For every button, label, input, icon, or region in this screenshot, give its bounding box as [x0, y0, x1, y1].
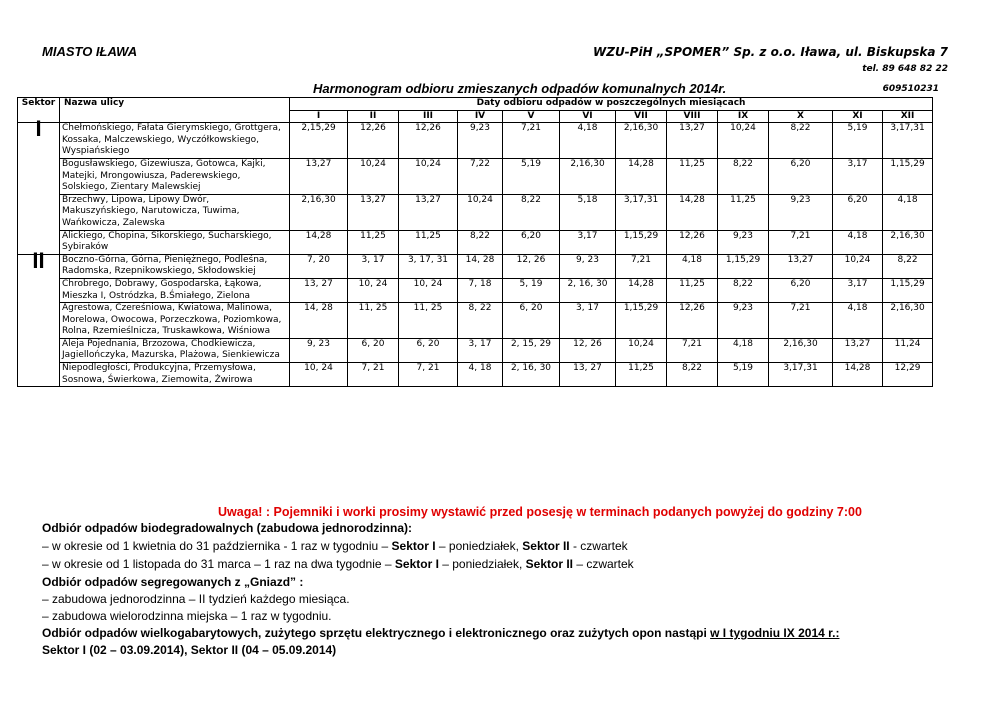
pickup-dates: 14,28 — [667, 194, 718, 230]
pickup-dates: 5,18 — [560, 194, 616, 230]
table-row — [18, 254, 933, 278]
pickup-dates: 7, 18 — [458, 278, 503, 302]
pickup-dates: 1,15,29 — [616, 303, 667, 339]
month-header: VIII — [667, 110, 718, 123]
pickup-dates: 9,23 — [769, 194, 833, 230]
pickup-dates: 14, 28 — [290, 303, 348, 339]
pickup-dates: 12, 26 — [560, 338, 616, 362]
bio-line-2-sector-1: Sektor I — [394, 557, 439, 571]
pickup-dates: 7,21 — [769, 303, 833, 339]
pickup-dates: 8,22 — [883, 254, 933, 278]
bio-line-1-sector-2: Sektor II — [522, 539, 570, 553]
bio-title: Odbiór odpadów biodegradowalnych (zabudowa jednorodzinna): — [42, 521, 412, 535]
pickup-dates: 10,24 — [718, 123, 769, 159]
pickup-dates: 11, 25 — [348, 303, 399, 339]
pickup-dates: 1,15,29 — [883, 278, 933, 302]
pickup-dates: 13, 27 — [560, 363, 616, 387]
pickup-dates: 4,18 — [883, 194, 933, 230]
street-names: Brzechwy, Lipowa, Lipowy Dwór, Makuszyńskiego, Narutowicza, Tuwima, Wańkowicza, Zalewska — [60, 194, 290, 230]
table-row — [18, 123, 933, 159]
pickup-dates: 6,20 — [769, 158, 833, 194]
pickup-dates: 4,18 — [718, 338, 769, 362]
pickup-dates: 10,24 — [458, 194, 503, 230]
pickup-dates: 2, 15, 29 — [503, 338, 560, 362]
pickup-dates: 14,28 — [616, 278, 667, 302]
pickup-dates: 3,17,31 — [769, 363, 833, 387]
pickup-dates: 10, 24 — [290, 363, 348, 387]
table-row — [18, 158, 933, 194]
pickup-dates: 3, 17 — [348, 254, 399, 278]
pickup-dates: 2, 16, 30 — [503, 363, 560, 387]
pickup-dates: 5,19 — [718, 363, 769, 387]
pickup-dates: 14,28 — [290, 230, 348, 254]
pickup-dates: 8,22 — [718, 278, 769, 302]
segregated-title: Odbiór odpadów segregowanych z „Gniazd” : — [42, 575, 304, 589]
pickup-dates: 5,19 — [833, 123, 883, 159]
pickup-dates: 14,28 — [833, 363, 883, 387]
pickup-dates: 6, 20 — [348, 338, 399, 362]
pickup-dates: 12,26 — [667, 230, 718, 254]
pickup-dates: 3,17 — [833, 278, 883, 302]
pickup-dates: 12, 26 — [503, 254, 560, 278]
pickup-dates: 11,25 — [718, 194, 769, 230]
pickup-dates: 10,24 — [348, 158, 399, 194]
pickup-dates: 3, 17 — [458, 338, 503, 362]
pickup-dates: 6,20 — [833, 194, 883, 230]
segregated-line-1: – zabudowa jednorodzinna – II tydzień każdego miesiąca. — [42, 592, 350, 606]
pickup-dates: 8,22 — [458, 230, 503, 254]
pickup-dates: 2,16,30 — [616, 123, 667, 159]
pickup-dates: 2,15,29 — [290, 123, 348, 159]
pickup-dates: 10,24 — [833, 254, 883, 278]
pickup-dates: 7, 21 — [399, 363, 458, 387]
schedule-table — [17, 97, 933, 387]
pickup-dates: 13,27 — [348, 194, 399, 230]
month-header: II — [348, 110, 399, 123]
pickup-dates: 2,16,30 — [560, 158, 616, 194]
bulky-waste-date: w I tygodniu IX 2014 r.: — [710, 626, 840, 640]
bio-line-2 — [42, 557, 634, 571]
pickup-dates: 3,17,31 — [883, 123, 933, 159]
pickup-dates: 7, 21 — [348, 363, 399, 387]
bio-line-1-text-2: – poniedziałek, — [435, 539, 523, 553]
street-names: Agrestowa, Czereśniowa, Kwiatowa, Malinowa, Morelowa, Owocowa, Porzeczkowa, Poziomkowa, Rolna, Rzemieślnicza, Truskawkowa, Wiśniowa — [60, 303, 290, 339]
street-names: Boczno-Górna, Górna, Pieniężnego, Podleśna, Radomska, Rzepnikowskiego, Skłodowskiej — [60, 254, 290, 278]
pickup-dates: 12,26 — [399, 123, 458, 159]
sector-label: I — [18, 123, 60, 255]
pickup-dates: 5,19 — [503, 158, 560, 194]
month-header: VI — [560, 110, 616, 123]
month-header: X — [769, 110, 833, 123]
pickup-dates: 2,16,30 — [769, 338, 833, 362]
pickup-dates: 6,20 — [503, 230, 560, 254]
pickup-dates: 3,17,31 — [616, 194, 667, 230]
city-header: MIASTO IŁAWA — [42, 44, 138, 59]
warning-note: Uwaga! : Pojemniki i worki prosimy wystawić przed posesję w terminach podanych powyżej do godziny 7:00 — [218, 505, 862, 519]
street-names: Niepodległości, Produkcyjna, Przemysłowa, Sosnowa, Świerkowa, Ziemowita, Żwirowa — [60, 363, 290, 387]
pickup-dates: 10, 24 — [348, 278, 399, 302]
bulky-waste-sectors: Sektor I (02 – 03.09.2014), Sektor II (04 – 05.09.2014) — [42, 643, 337, 657]
pickup-dates: 6, 20 — [503, 303, 560, 339]
bio-line-2-text-3: – czwartek — [573, 557, 634, 571]
table-row — [18, 363, 933, 387]
pickup-dates: 14, 28 — [458, 254, 503, 278]
pickup-dates: 11,25 — [667, 278, 718, 302]
month-header: VII — [616, 110, 667, 123]
table-row — [18, 194, 933, 230]
pickup-dates: 13,27 — [769, 254, 833, 278]
month-header: XII — [883, 110, 933, 123]
pickup-dates: 2,16,30 — [883, 303, 933, 339]
street-names: Bogusławskiego, Gizewiusza, Gotowca, Kajki, Matejki, Mrongowiusza, Paderewskiego, Solskiego, Zientary Malewskiej — [60, 158, 290, 194]
bulky-waste-line — [42, 626, 839, 640]
pickup-dates: 8,22 — [769, 123, 833, 159]
pickup-dates: 9, 23 — [290, 338, 348, 362]
pickup-dates: 3,17 — [833, 158, 883, 194]
pickup-dates: 13,27 — [667, 123, 718, 159]
month-header: III — [399, 110, 458, 123]
pickup-dates: 11,24 — [883, 338, 933, 362]
pickup-dates: 11, 25 — [399, 303, 458, 339]
street-names: Chełmońskiego, Fałata Gierymskiego, Grottgera, Kossaka, Malczewskiego, Wyczółkowskiego, Wyspiańskiego — [60, 123, 290, 159]
month-header: IV — [458, 110, 503, 123]
pickup-dates: 13,27 — [290, 158, 348, 194]
pickup-dates: 12,29 — [883, 363, 933, 387]
pickup-dates: 7,21 — [616, 254, 667, 278]
month-header: I — [290, 110, 348, 123]
table-row — [18, 230, 933, 254]
pickup-dates: 5, 19 — [503, 278, 560, 302]
pickup-dates: 8,22 — [667, 363, 718, 387]
dates-column-header: Daty odbioru odpadów w poszczególnych miesiącach — [290, 98, 933, 111]
pickup-dates: 9,23 — [718, 230, 769, 254]
document-number: 609510231 — [882, 84, 939, 94]
street-column-header: Nazwa ulicy — [60, 98, 290, 123]
pickup-dates: 8,22 — [718, 158, 769, 194]
pickup-dates: 8,22 — [503, 194, 560, 230]
table-row — [18, 303, 933, 339]
pickup-dates: 3, 17, 31 — [399, 254, 458, 278]
pickup-dates: 2, 16, 30 — [560, 278, 616, 302]
bulky-waste-text: Odbiór odpadów wielkogabarytowych, zużytego sprzętu elektrycznego i elektronicznego oraz zużytych opon nastąpi — [42, 626, 711, 640]
table-row — [18, 278, 933, 302]
pickup-dates: 9,23 — [458, 123, 503, 159]
pickup-dates: 12,26 — [348, 123, 399, 159]
pickup-dates: 4, 18 — [458, 363, 503, 387]
pickup-dates: 10,24 — [399, 158, 458, 194]
table-header-row — [18, 98, 933, 111]
segregated-line-2: – zabudowa wielorodzinna miejska – 1 raz w tygodniu. — [42, 609, 332, 623]
company-phone: tel. 89 648 82 22 — [862, 64, 948, 74]
bio-line-2-text: – w okresie od 1 listopada do 31 marca – 1 raz na dwa tygodnie – — [42, 557, 395, 571]
pickup-dates: 4,18 — [560, 123, 616, 159]
street-names: Alickiego, Chopina, Sikorskiego, Sucharskiego, Sybiraków — [60, 230, 290, 254]
sector-column-header: Sektor — [18, 98, 60, 123]
pickup-dates: 8, 22 — [458, 303, 503, 339]
pickup-dates: 14,28 — [616, 158, 667, 194]
pickup-dates: 2,16,30 — [290, 194, 348, 230]
pickup-dates: 6, 20 — [399, 338, 458, 362]
pickup-dates: 7, 20 — [290, 254, 348, 278]
bio-line-1 — [42, 539, 628, 553]
bio-line-1-sector-1: Sektor I — [391, 539, 436, 553]
bio-line-1-text-3: - czwartek — [569, 539, 628, 553]
pickup-dates: 4,18 — [667, 254, 718, 278]
pickup-dates: 6,20 — [769, 278, 833, 302]
pickup-dates: 10,24 — [616, 338, 667, 362]
pickup-dates: 11,25 — [667, 158, 718, 194]
pickup-dates: 1,15,29 — [883, 158, 933, 194]
pickup-dates: 11,25 — [348, 230, 399, 254]
pickup-dates: 4,18 — [833, 303, 883, 339]
pickup-dates: 4,18 — [833, 230, 883, 254]
pickup-dates: 1,15,29 — [616, 230, 667, 254]
street-names: Chrobrego, Dobrawy, Gospodarska, Łąkowa, Mieszka I, Ostródzka, B.Śmiałego, Zielona — [60, 278, 290, 302]
pickup-dates: 3, 17 — [560, 303, 616, 339]
pickup-dates: 12,26 — [667, 303, 718, 339]
schedule-title: Harmonogram odbioru zmieszanych odpadów komunalnych 2014r. — [313, 81, 727, 96]
pickup-dates: 11,25 — [616, 363, 667, 387]
bio-line-2-text-2: – poniedziałek, — [438, 557, 526, 571]
company-header: WZU-PiH „SPOMER” Sp. z o.o. Iława, ul. Biskupska 7 — [593, 45, 948, 59]
table-row — [18, 338, 933, 362]
pickup-dates: 3,17 — [560, 230, 616, 254]
pickup-dates: 9,23 — [718, 303, 769, 339]
pickup-dates: 1,15,29 — [718, 254, 769, 278]
month-header: XI — [833, 110, 883, 123]
street-names: Aleja Pojednania, Brzozowa, Chodkiewicza, Jagiellończyka, Mazurska, Plażowa, Sienkiewicza — [60, 338, 290, 362]
pickup-dates: 13, 27 — [290, 278, 348, 302]
month-header: V — [503, 110, 560, 123]
pickup-dates: 11,25 — [399, 230, 458, 254]
month-header: IX — [718, 110, 769, 123]
pickup-dates: 10, 24 — [399, 278, 458, 302]
pickup-dates: 7,21 — [503, 123, 560, 159]
pickup-dates: 13,27 — [833, 338, 883, 362]
pickup-dates: 7,22 — [458, 158, 503, 194]
bio-line-1-text: – w okresie od 1 kwietnia do 31 października - 1 raz w tygodniu – — [42, 539, 392, 553]
sector-label: II — [18, 254, 60, 387]
pickup-dates: 2,16,30 — [883, 230, 933, 254]
pickup-dates: 7,21 — [667, 338, 718, 362]
pickup-dates: 7,21 — [769, 230, 833, 254]
bio-line-2-sector-2: Sektor II — [525, 557, 573, 571]
pickup-dates: 13,27 — [399, 194, 458, 230]
pickup-dates: 9, 23 — [560, 254, 616, 278]
